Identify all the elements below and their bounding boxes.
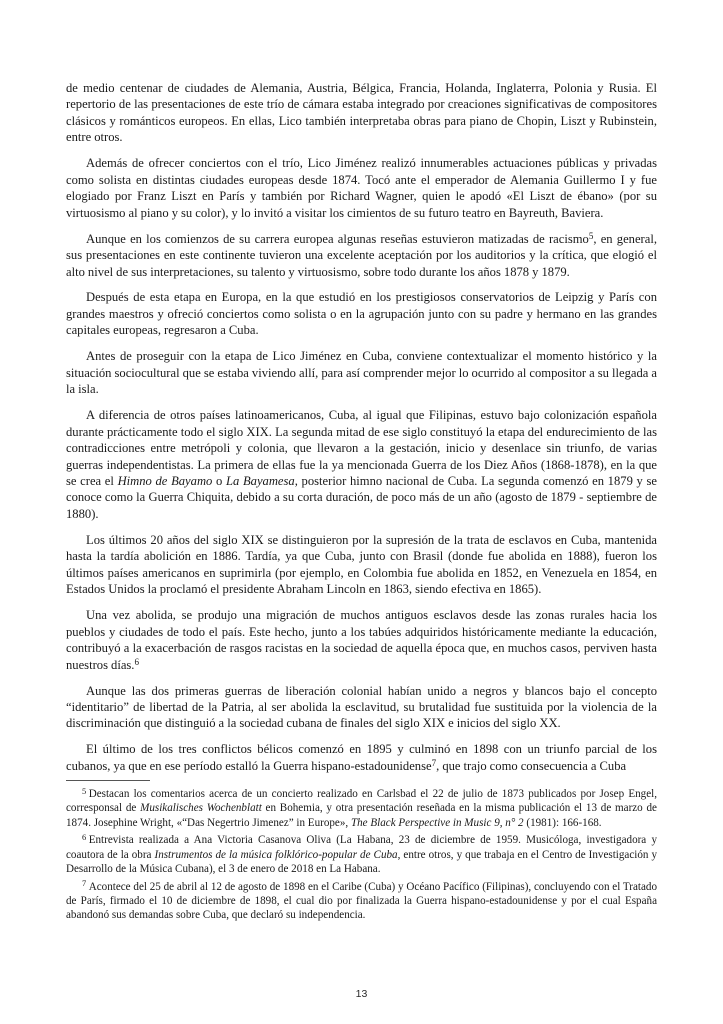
paragraph-par-trio-repertorio xyxy=(66,80,657,146)
italic-run: Instrumentos de la música folklórico-popular de Cuba xyxy=(154,848,398,861)
paragraph-par-trata-esclavos xyxy=(66,532,657,598)
text-run: Después de esta etapa en Europa, en la que estudió en los prestigiosos conservatorios de Leipzig y París con grandes maestros y ofreció conciertos como solista o en la agrupación junto con su padre y hermano en las grandes capitales europeas, regresaron a Cuba. xyxy=(66,290,657,338)
footnote-number: 7 xyxy=(82,878,87,889)
footnote-reference[interactable]: 7 xyxy=(431,758,437,769)
text-run: , posterior himno nacional de Cuba. La segunda comenzó en 1879 y se conoce como la Guerra Chiquita, debido a su corta duración, de poco más de un año (agosto de 1879 - septiembre de 1880). xyxy=(66,474,657,521)
footnote-reference[interactable]: 5 xyxy=(588,230,594,241)
paragraph-par-ultimo-conflicto xyxy=(66,741,657,774)
paragraph-par-contexto-historico xyxy=(66,348,657,397)
text-run: Los últimos 20 años del siglo XIX se distinguieron por la supresión de la trata de esclavos en Cuba, mantenida hasta la tardía abolición en 1886. Tardía, ya que Cuba, junto con Brasil (donde fue abolida en 1888), fueron los últimos países americanos en suprimirla (por ejemplo, en Colombia fue abolida en 1852, en Venezuela en 1854, en Estados Unidos la proclamó el presidente Abraham Lincoln en 1863, siendo efectiva en 1865). xyxy=(66,532,657,597)
text-run: o xyxy=(212,474,226,489)
body-text-column xyxy=(66,80,657,784)
text-run: , que trajo como consecuencia a Cuba xyxy=(436,758,627,773)
text-run: , entre otros, y que trabaja en el Centro de Investigación y Desarrollo de la Música Cubana), el 3 de enero de 2018 en La Habana. xyxy=(66,848,658,875)
paragraph-par-actuaciones-publicas xyxy=(66,155,657,221)
paragraph-par-regreso-cuba xyxy=(66,289,657,338)
text-run: Destacan los comentarios acerca de un concierto realizado en Carlsbad el 22 de julio de 1873 publicados por Josep Engel, corresponsal de xyxy=(66,788,657,815)
text-run: El último de los tres conflictos bélicos comenzó en 1895 y culminó en 1898 con un triunfo parcial de los cubanos, ya que en ese período estalló la Guerra hispano-estadounidense xyxy=(66,742,657,773)
footnote-5 xyxy=(66,787,657,830)
footnote-number: 6 xyxy=(82,832,87,843)
footnote-6 xyxy=(66,833,657,876)
text-run: Aunque las dos primeras guerras de liberación colonial habían unido a negros y blancos bajo el concepto “identitario” de libertad de la Patria, al ser abolida la esclavitud, su brutalidad fue sustituida por la violencia de la discriminación que distinguió a la sociedad cubana de finales del siglo XIX e inicios del siglo XX. xyxy=(66,683,657,731)
italic-run: La Bayamesa xyxy=(225,474,295,489)
italic-run: Musikalisches Wochenblatt xyxy=(140,802,262,815)
text-run: Antes de proseguir con la etapa de Lico Jiménez en Cuba, conviene contextualizar el momento histórico y la situación sociocultural que se estaba viviendo allí, para así comprender mejor lo ocurrido al compositor a su llegada a la isla. xyxy=(66,349,657,397)
footnote-7 xyxy=(66,880,657,923)
text-run: Una vez abolida, se produjo una migración de muchos antiguos esclavos desde las zonas rurales hacia los pueblos y ciudades de todo el país. Este hecho, junto a los tabúes adquiridos históricamente mediante la educación, contribuyó a la exacerbación de rasgos racistas en la sociedad de aquella época que, en muchos casos, perviven hasta nuestros días. xyxy=(66,608,657,672)
text-run: Entrevista realizada a Ana Victoria Casanova Oliva (La Habana, 23 de diciembre de 1959. Musicóloga, investigadora y coautora de la obra xyxy=(66,834,657,861)
text-run: Aunque en los comienzos de su carrera europea algunas reseñas estuvieron matizadas de racismo xyxy=(86,231,589,246)
text-run: de medio centenar de ciudades de Alemania, Austria, Bélgica, Francia, Holanda, Inglaterra, Polonia y Rusia. El repertorio de las presentaciones de este trío de cámara estaba integrado por creaciones significativas de compositores clásicos y románticos europeos. En ellas, Lico también interpretaba obras para piano de Chopin, Liszt y Rubinstein, entre otros. xyxy=(66,81,657,145)
text-run: Además de ofrecer conciertos con el trío, Lico Jiménez realizó innumerables actuaciones públicas y privadas como solista en distintas ciudades europeas desde 1874. Tocó ante el emperador de Alemania Guillermo I y fue elogiado por Franz Liszt en París y también por Richard Wagner, quien le apodó «El Liszt de ébano» (por su virtuosismo al piano y su color), y lo invitó a visitar los cimientos de su futuro teatro en Bayreuth, Baviera. xyxy=(66,156,657,220)
footnote-reference[interactable]: 6 xyxy=(134,656,139,667)
italic-run: Himno de Bayamo xyxy=(117,474,213,489)
paragraph-par-colonizacion-guerras xyxy=(66,407,657,522)
text-run: (1981): 166-168. xyxy=(523,816,602,829)
page-number: 13 xyxy=(355,988,368,1000)
paragraph-par-migracion-rasgos-racistas xyxy=(66,607,657,673)
footnote-number: 5 xyxy=(82,785,87,796)
footnote-separator-rule xyxy=(66,780,150,781)
footnote-list xyxy=(66,787,657,923)
footnote-section xyxy=(66,780,657,926)
paragraph-par-guerras-identitario xyxy=(66,683,657,732)
text-run: Acontece del 25 de abril al 12 de agosto de 1898 en el Caribe (Cuba) y Océano Pacífico (Filipinas), concluyendo con el Tratado de París, firmado el 10 de diciembre de 1898, el cual dio por finalizada la Guerra hispano-estadounidense y por el cual España abandonó sus demandas sobre Cuba, que declaró su independencia. xyxy=(66,880,657,922)
text-run: , en general, sus presentaciones en este continente tuvieron una excelente aceptación por los auditorios y la crítica, que elogió el alto nivel de sus interpretaciones, su talento y virtuosismo, sobre todo durante los años 1878 y 1879. xyxy=(66,231,657,279)
paragraph-par-resenas-racismo xyxy=(66,231,657,280)
italic-run: The Black Perspective in Music 9, n° 2 xyxy=(350,816,524,829)
text-run: en Bohemia, y otra presentación reseñada en la misma publicación el 13 de marzo de 1874. Josephine Wright, «“Das Negertrio Jimenez” in Europe», xyxy=(66,802,657,829)
text-run: A diferencia de otros países latinoamericanos, Cuba, al igual que Filipinas, estuvo bajo colonización española durante prácticamente todo el siglo XIX. La segunda mitad de ese siglo constituyó la etapa del endurecimiento de las contradicciones entre metrópoli y colonia, que llevaron a la gestación, inicio y desenlace sin triunfo, de varias guerras independentistas. La primera de ellas fue la ya mencionada Guerra de los Diez Años (1868-1878), en la que se crea el xyxy=(66,408,657,489)
